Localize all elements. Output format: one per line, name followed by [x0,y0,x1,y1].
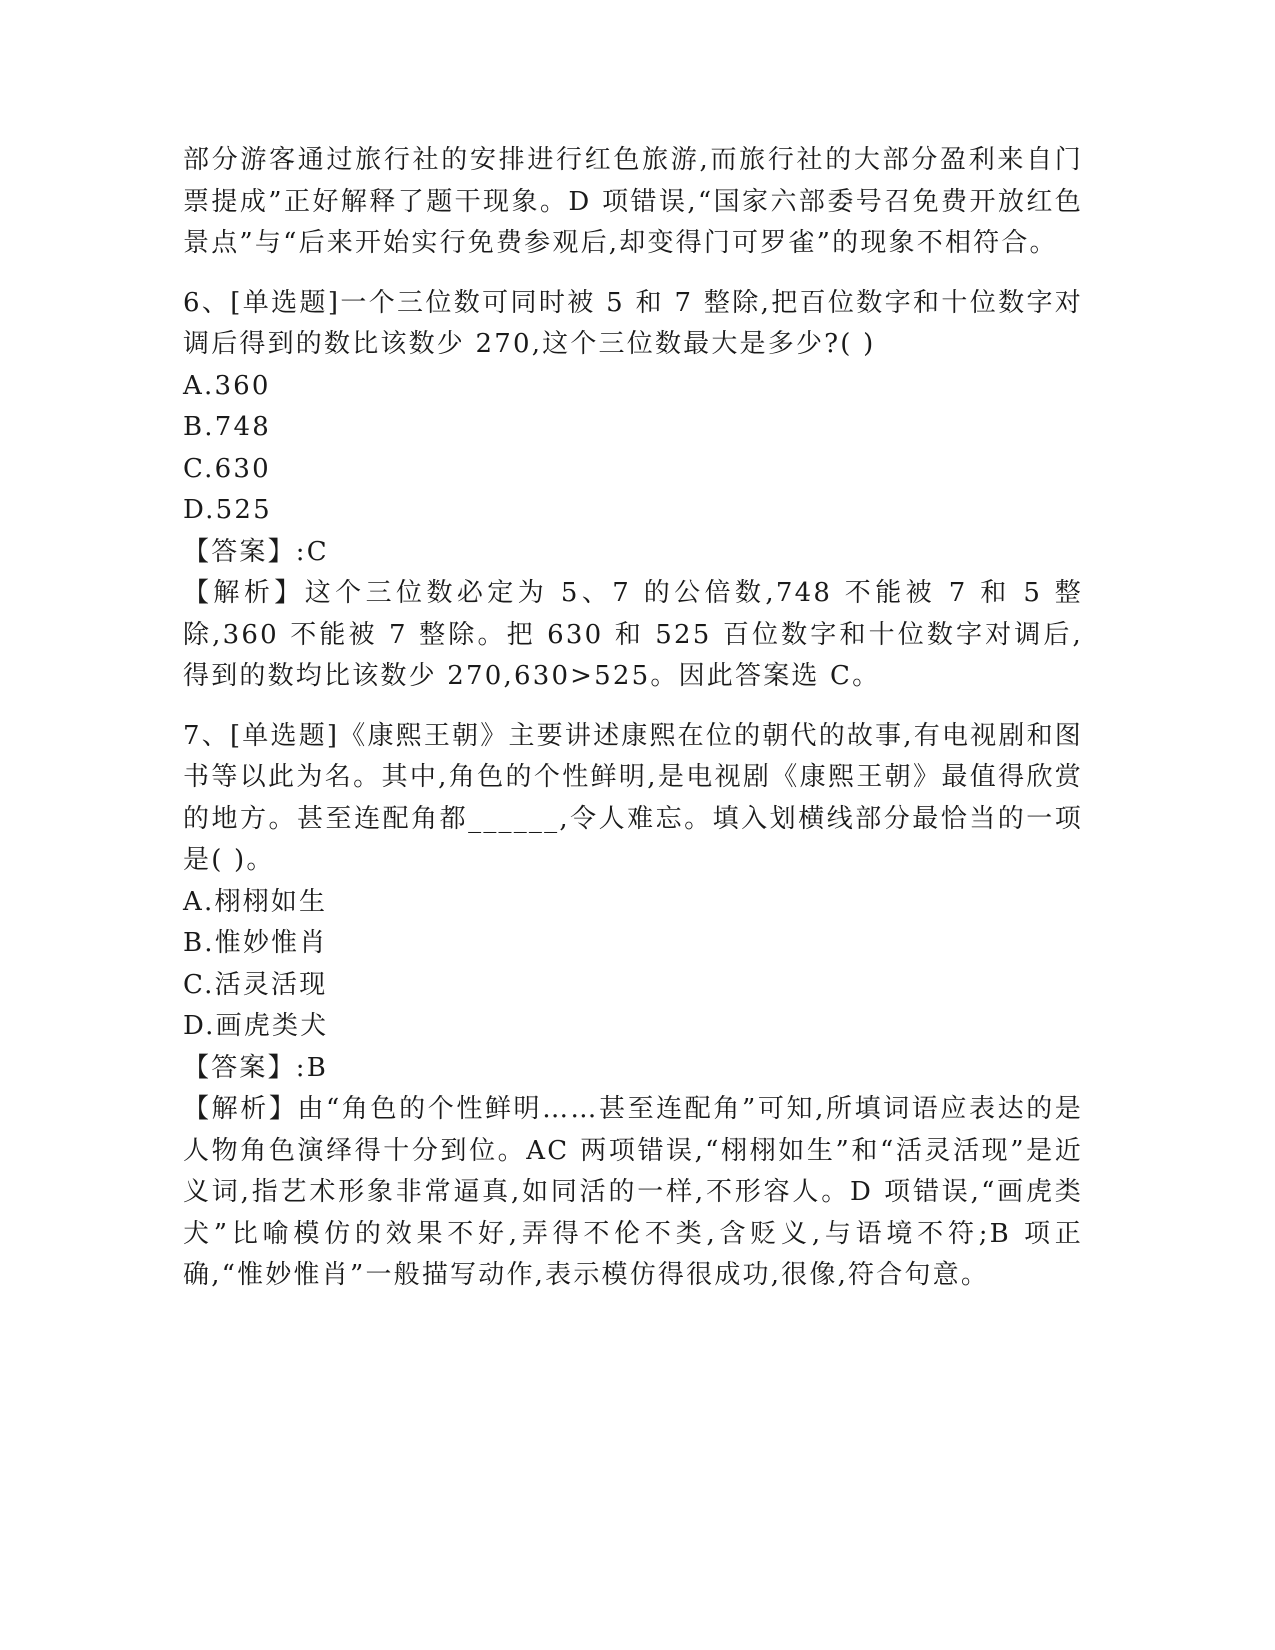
previous-analysis-continuation: 部分游客通过旅行社的安排进行红色旅游,而旅行社的大部分盈利来自门票提成”正好解释了题干现象。D 项错误,“国家六部委号召免费开放红色景点”与“后来开始实行免费参观后,却变得门可罗雀”的现象不相符合。 [183,145,1083,258]
option-c: C.活灵活现 [183,969,328,1000]
option-a: A.360 [183,370,271,401]
question-stem: 6、[单选题]一个三位数可同时被 5 和 7 整除,把百位数字和十位数字对调后得到的数比该数少 270,这个三位数最大是多少?( ) [183,287,1083,359]
option-c: C.630 [183,453,271,484]
document-page [183,140,1083,1297]
question-stem: 7、[单选题]《康熙王朝》主要讲述康熙在位的朝代的故事,有电视剧和图书等以此为名。其中,角色的个性鲜明,是电视剧《康熙王朝》最值得欣赏的地方。甚至连配角都______,令人难忘。填入划横线部分最恰当的一项是( )。 [183,720,1083,875]
spacer [183,698,1083,716]
spacer [183,265,1083,283]
answer: 【答案】:B [183,1052,329,1083]
question-7 [183,716,1083,1297]
option-b: B.748 [183,412,271,442]
analysis: 【解析】这个三位数必定为 5、7 的公倍数,748 不能被 7 和 5 整除,360 不能被 7 整除。把 630 和 525 百位数字和十位数字对调后,得到的数均比该数少 270,630>525。因此答案选 C。 [183,578,1083,691]
option-d: D.画虎类犬 [183,1011,329,1041]
question-6 [183,283,1083,698]
answer: 【答案】:C [183,536,329,567]
option-b: B.惟妙惟肖 [183,928,328,958]
option-d: D.525 [183,495,272,525]
option-a: A.栩栩如生 [183,886,328,917]
analysis: 【解析】由“角色的个性鲜明……甚至连配角”可知,所填词语应表达的是人物角色演绎得十分到位。AC 两项错误,“栩栩如生”和“活灵活现”是近义词,指艺术形象非常逼真,如同活的一样,不形容人。D 项错误,“画虎类犬”比喻模仿的效果不好,弄得不伦不类,含贬义,与语境不符;B 项正确,“惟妙惟肖”一般描写动作,表示模仿得很成功,很像,符合句意。 [183,1094,1083,1290]
